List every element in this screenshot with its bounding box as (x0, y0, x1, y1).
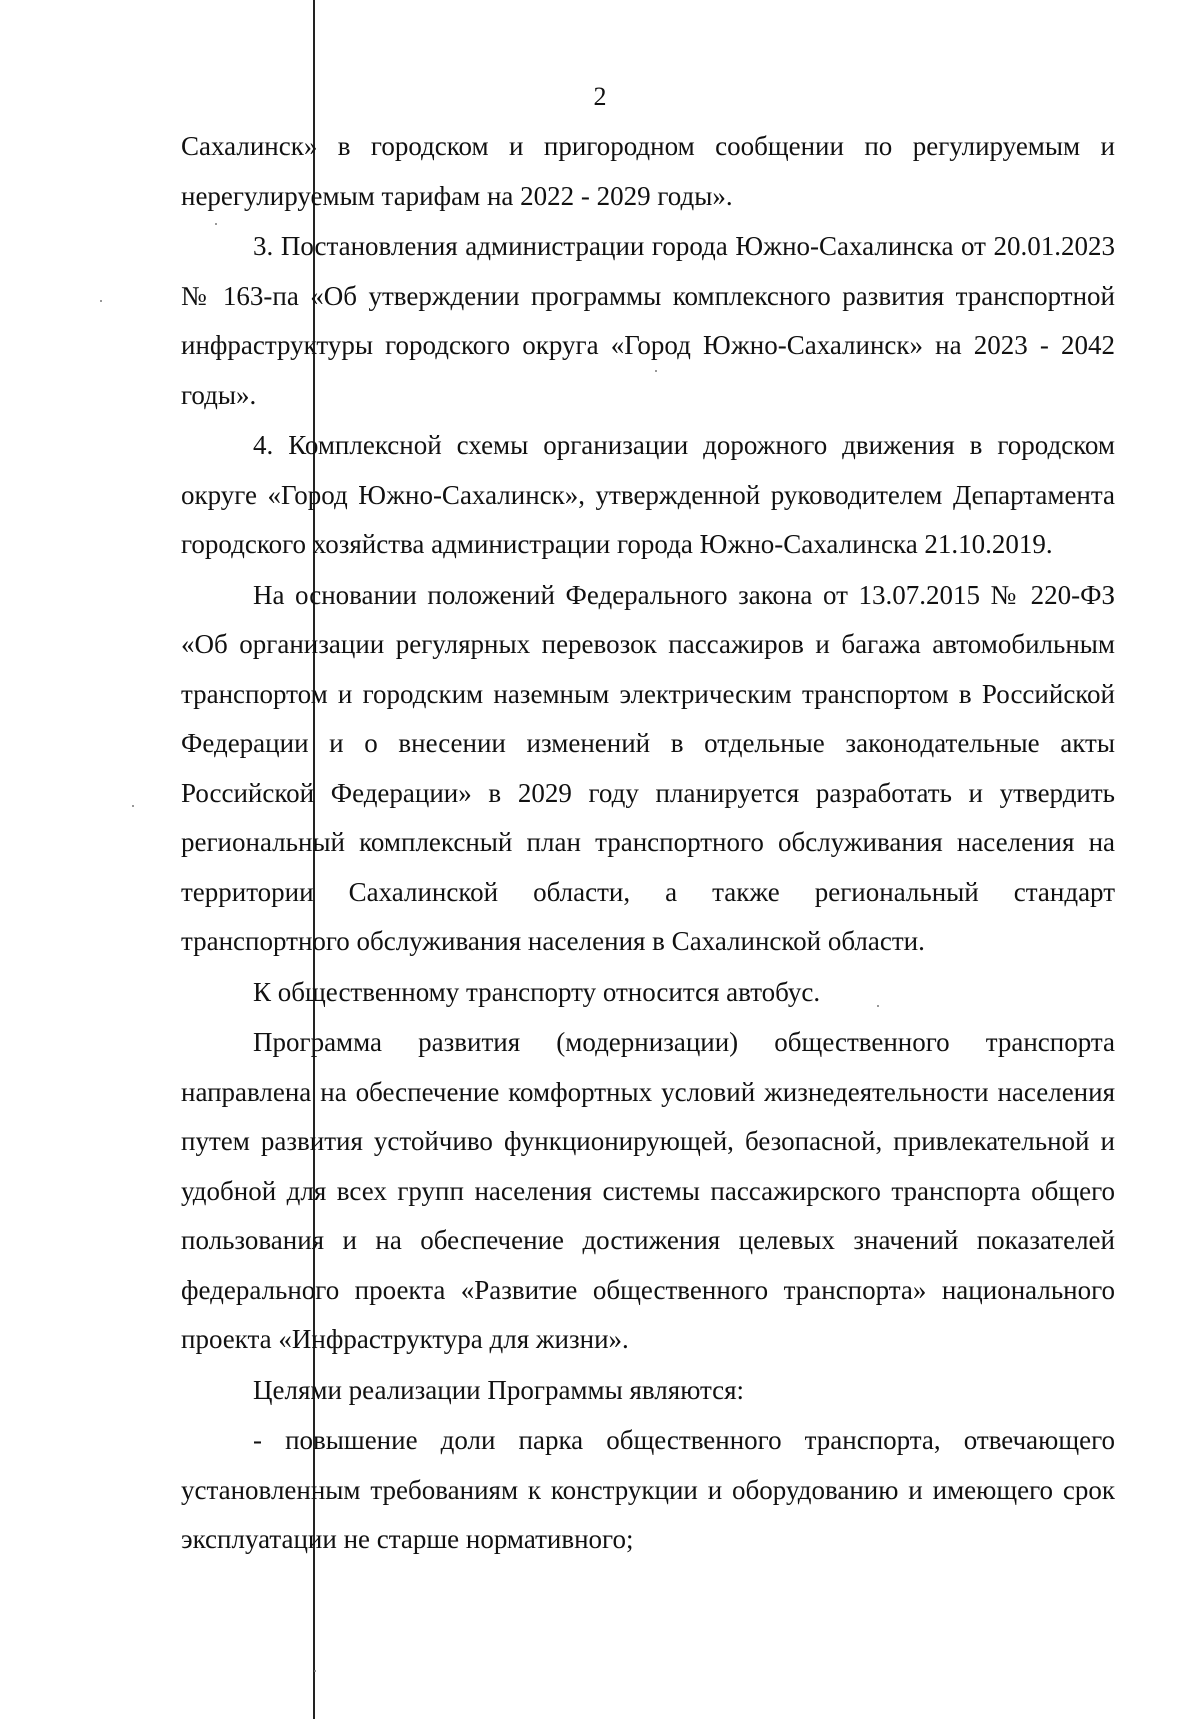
paragraph-item-4: 4. Комплексной схемы организации дорожного движения в городском округе «Город Южно-Сахалинск», утвержденной руководителем Департамента городского хозяйства администрации города Южно-Сахалинска 21.10.2019. (181, 430, 1115, 559)
paragraph-program-direction: Программа развития (модернизации) общественного транспорта направлена на обеспечение комфортных условий жизнедеятельности населения путем развития устойчиво функционирующей, безопасной, привлекательной и удобной для всех групп населения системы пассажирского транспорта общего пользования и на обеспечение достижения целевых значений показателей федерального проекта «Развитие общественного транспорта» национального проекта «Инфраструктура для жизни». (181, 1027, 1115, 1354)
paragraph-public-transport: К общественному транспорту относится автобус. (253, 976, 821, 1007)
scan-speck (215, 223, 217, 225)
document-body (181, 122, 1115, 1565)
paragraph-continuation: Сахалинск» в городском и пригородном сообщении по регулируемым и нерегулируемым тарифам на 2022 - 2029 годы». (181, 131, 1115, 211)
scan-speck (877, 1005, 879, 1007)
paragraph-goals-heading: Целями реализации Программы являются: (253, 1374, 745, 1405)
scan-speck (314, 1670, 316, 1672)
scan-speck (132, 805, 134, 807)
page-number: 2 (593, 82, 607, 111)
paragraph-federal-law: На основании положений Федерального закона от 13.07.2015 № 220-ФЗ «Об организации регулярных перевозок пассажиров и багажа автомобильным транспортом и городским наземным электрическим транспортом в Российской Федерации и о внесении изменений в отдельные законодательные акты Российской Федерации» в 2029 году планируется разработать и утвердить региональный комплексный план транспортного обслуживания населения на территории Сахалинской области, а также региональный стандарт транспортного обслуживания населения в Сахалинской области. (181, 579, 1115, 956)
scan-speck (100, 300, 102, 302)
paragraph-goal-item: - повышение доли парка общественного транспорта, отвечающего установленным требованиям к конструкции и оборудованию и имеющего срок эксплуатации не старше нормативного; (181, 1425, 1115, 1554)
paragraph-item-3: 3. Постановления администрации города Южно-Сахалинска от 20.01.2023 № 163-па «Об утверждении программы комплексного развития транспортной инфраструктуры городского округа «Город Южно-Сахалинск» на 2023 - 2042 годы». (181, 231, 1115, 410)
scan-speck (655, 370, 657, 372)
